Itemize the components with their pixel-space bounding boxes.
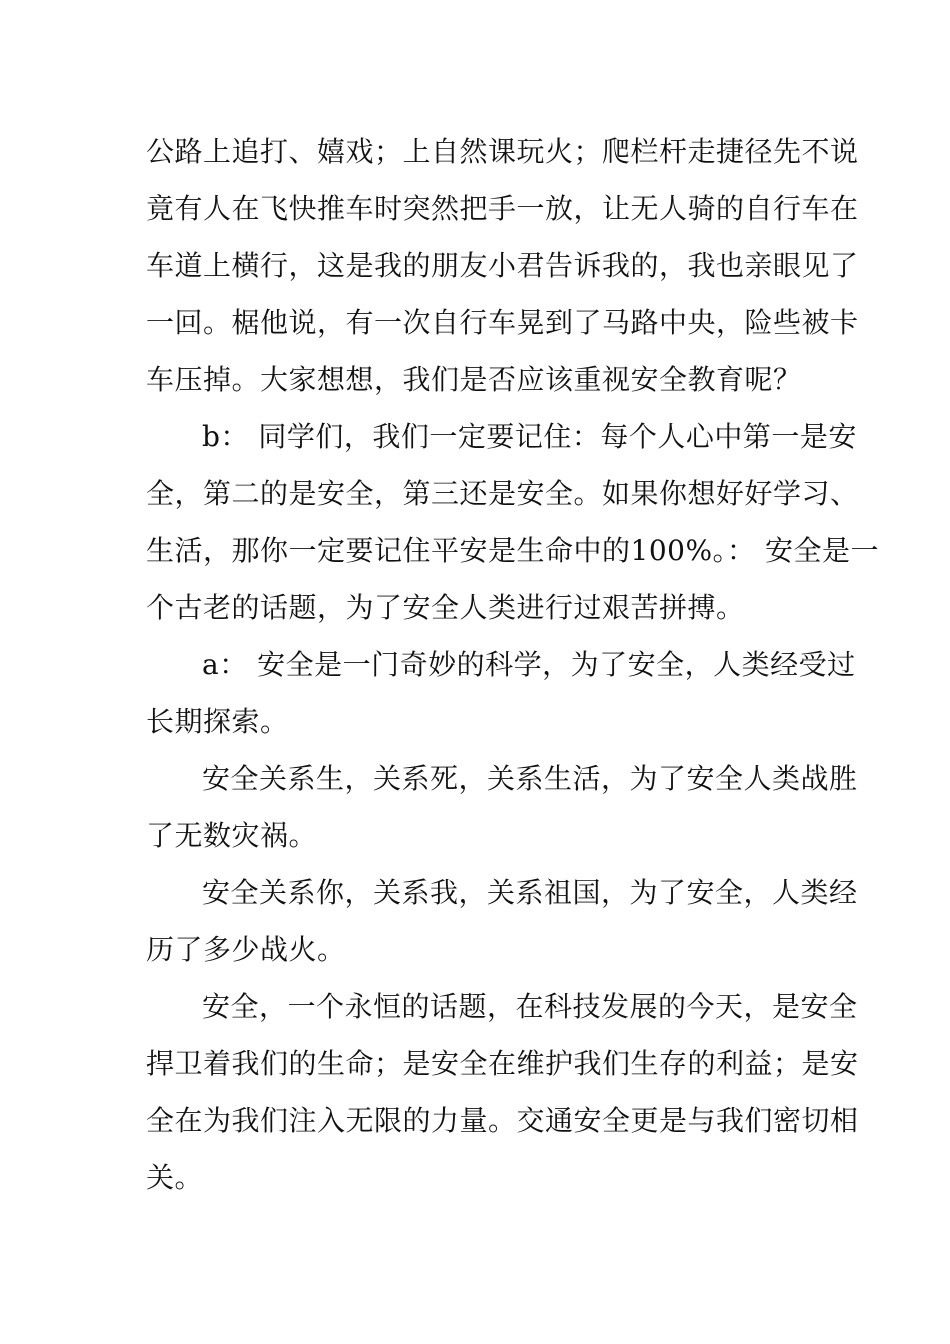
text-line: 个古老的话题，为了安全人类进行过艰苦拼搏。 [146,591,745,624]
paragraph-first-line: 安全关系生，关系死，关系生活，为了安全人类战胜 [202,762,858,795]
text-line: 全，第二的是安全，第三还是安全。如果你想好好学习、 [146,477,859,510]
paragraph-first-line: b： 同学们，我们一定要记住：每个人心中第一是安 [202,420,857,453]
text-line: 长期探索。 [146,705,289,738]
text-line: 竟有人在飞快推车时突然把手一放，让无人骑的自行车在 [146,192,859,225]
text-line: 关。 [146,1161,204,1194]
text-line: 车压掉。大家想想，我们是否应该重视安全教育呢？ [146,363,802,396]
paragraph-first-line: 安全，一个永恒的话题，在科技发展的今天，是安全 [202,990,858,1023]
text-line: 生活，那你一定要记住平安是生命中的100%。： 安全是一 [146,534,879,567]
text-line: 了无数灾祸。 [146,819,318,852]
text-line: 全在为我们注入无限的力量。交通安全更是与我们密切相 [146,1104,859,1137]
text-line: 公路上追打、嬉戏；上自然课玩火；爬栏杆走捷径先不说 [146,135,859,168]
paragraph-first-line: 安全关系你，关系我，关系祖国，为了安全，人类经 [202,876,858,909]
text-line: 一回。椐他说，有一次自行车晃到了马路中央，险些被卡 [146,306,859,339]
text-line: 车道上横行，这是我的朋友小君告诉我的，我也亲眼见了 [146,249,859,282]
text-line: 历了多少战火。 [146,933,346,966]
paragraph-first-line: a： 安全是一门奇妙的科学，为了安全，人类经受过 [202,648,856,681]
text-line: 捍卫着我们的生命；是安全在维护我们生存的利益；是安 [146,1047,859,1080]
